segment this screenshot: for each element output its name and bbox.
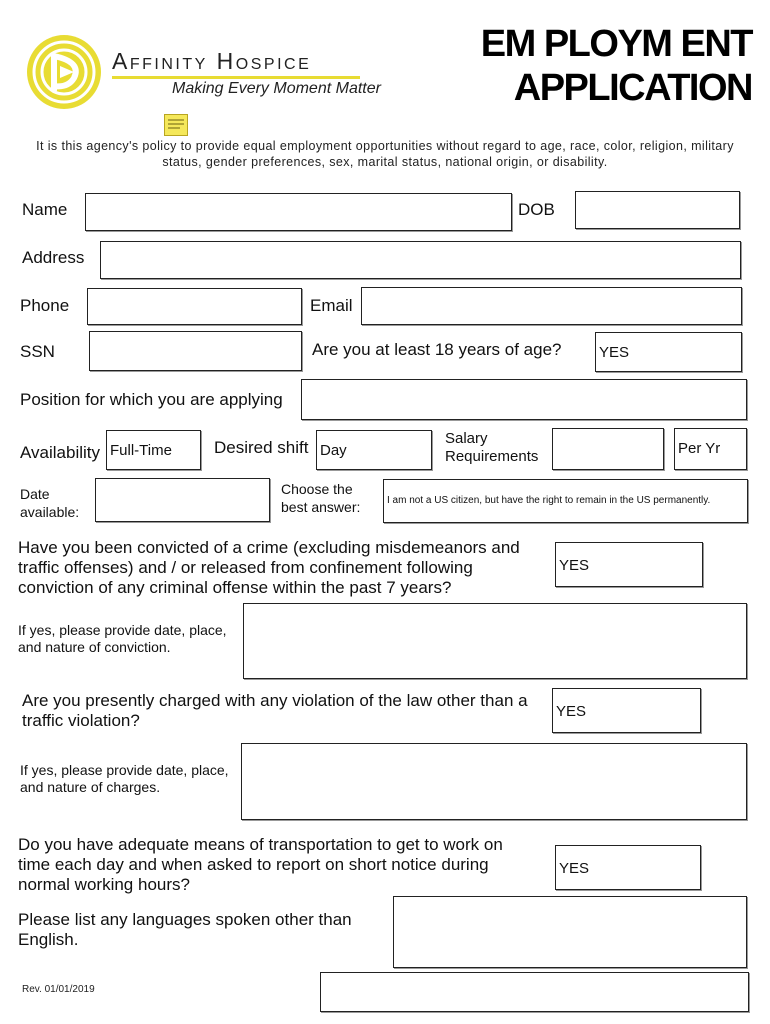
availability-value: Full-Time (110, 442, 172, 459)
salary-unit-select[interactable] (674, 428, 747, 470)
org-tagline: Making Every Moment Matter (172, 80, 381, 97)
shift-value: Day (320, 442, 347, 459)
age-select[interactable] (595, 332, 742, 372)
ssn-label: SSN (20, 342, 55, 361)
email-label: Email (310, 296, 353, 315)
policy-text: It is this agency's policy to provide equal employment opportunities without regard to age, race, color, religion, military status, gender preferences, sex, marital status, national origin, or disability. (36, 139, 734, 169)
shift-select[interactable] (316, 430, 432, 470)
availability-label: Availability (20, 443, 101, 462)
ssn-field[interactable] (89, 331, 302, 371)
affinity-logo-icon (24, 32, 104, 112)
email-field[interactable] (361, 287, 742, 325)
footer-field[interactable] (320, 972, 749, 1012)
salary-field[interactable] (552, 428, 664, 470)
phone-label: Phone (20, 296, 70, 315)
date-available-label-line1: Date (20, 486, 50, 502)
address-field[interactable] (100, 241, 741, 279)
salary-unit-value: Per Yr (678, 440, 721, 457)
salary-label-line2: Requirements (445, 448, 539, 465)
conviction-details-label: If yes, please provide date, place, and nature of conviction. (18, 622, 227, 655)
logo (24, 32, 104, 112)
position-label: Position for which you are applying (20, 390, 283, 409)
charged-value: YES (556, 703, 587, 720)
shift-label: Desired shift (214, 438, 309, 457)
dob-field[interactable] (575, 191, 740, 229)
phone-field[interactable] (87, 288, 302, 325)
convicted-select[interactable] (555, 542, 703, 587)
charges-details-field[interactable] (241, 743, 747, 820)
citizenship-value: I am not a US citizen, but have the right to remain in the US permanently. (387, 495, 711, 506)
languages-question: Please list any languages spoken other than English. (18, 910, 352, 949)
convicted-value: YES (559, 557, 590, 574)
age-value: YES (599, 344, 630, 361)
transport-value: YES (559, 860, 590, 877)
date-available-label-line2: available: (20, 504, 80, 520)
address-label: Address (22, 248, 85, 267)
best-answer-label-line2: best answer: (281, 499, 361, 515)
charges-details-label: If yes, please provide date, place, and nature of charges. (20, 762, 229, 795)
transport-question: Do you have adequate means of transportation to get to work on time each day and when asked to report on short notice during normal working hours? (18, 835, 503, 894)
convicted-question: Have you been convicted of a crime (excluding misdemeanors and traffic offenses) and / or released from confinement following conviction of any criminal offense within the past 7 years? (18, 538, 520, 597)
transport-select[interactable] (555, 845, 701, 890)
availability-select[interactable] (106, 430, 201, 470)
org-name: Affinity Hospice (112, 48, 312, 74)
name-label: Name (22, 200, 68, 219)
age-question: Are you at least 18 years of age? (312, 340, 562, 359)
revision-date: Rev. 01/01/2019 (22, 984, 95, 995)
note-icon[interactable] (164, 114, 188, 136)
org-divider (112, 76, 360, 79)
date-available-field[interactable] (95, 478, 270, 522)
dob-label: DOB (518, 200, 555, 219)
page-title-line1: EM PLOYM ENT (480, 23, 752, 65)
page-title-line2: APPLICATION (513, 67, 752, 109)
citizenship-select[interactable] (383, 479, 748, 523)
position-field[interactable] (301, 379, 747, 420)
salary-label-line1: Salary (445, 430, 488, 447)
languages-field[interactable] (393, 896, 747, 968)
name-field[interactable] (85, 193, 512, 231)
conviction-details-field[interactable] (243, 603, 747, 679)
charged-select[interactable] (552, 688, 701, 733)
charged-question: Are you presently charged with any violation of the law other than a traffic violation? (22, 691, 528, 730)
best-answer-label-line1: Choose the (281, 481, 353, 497)
